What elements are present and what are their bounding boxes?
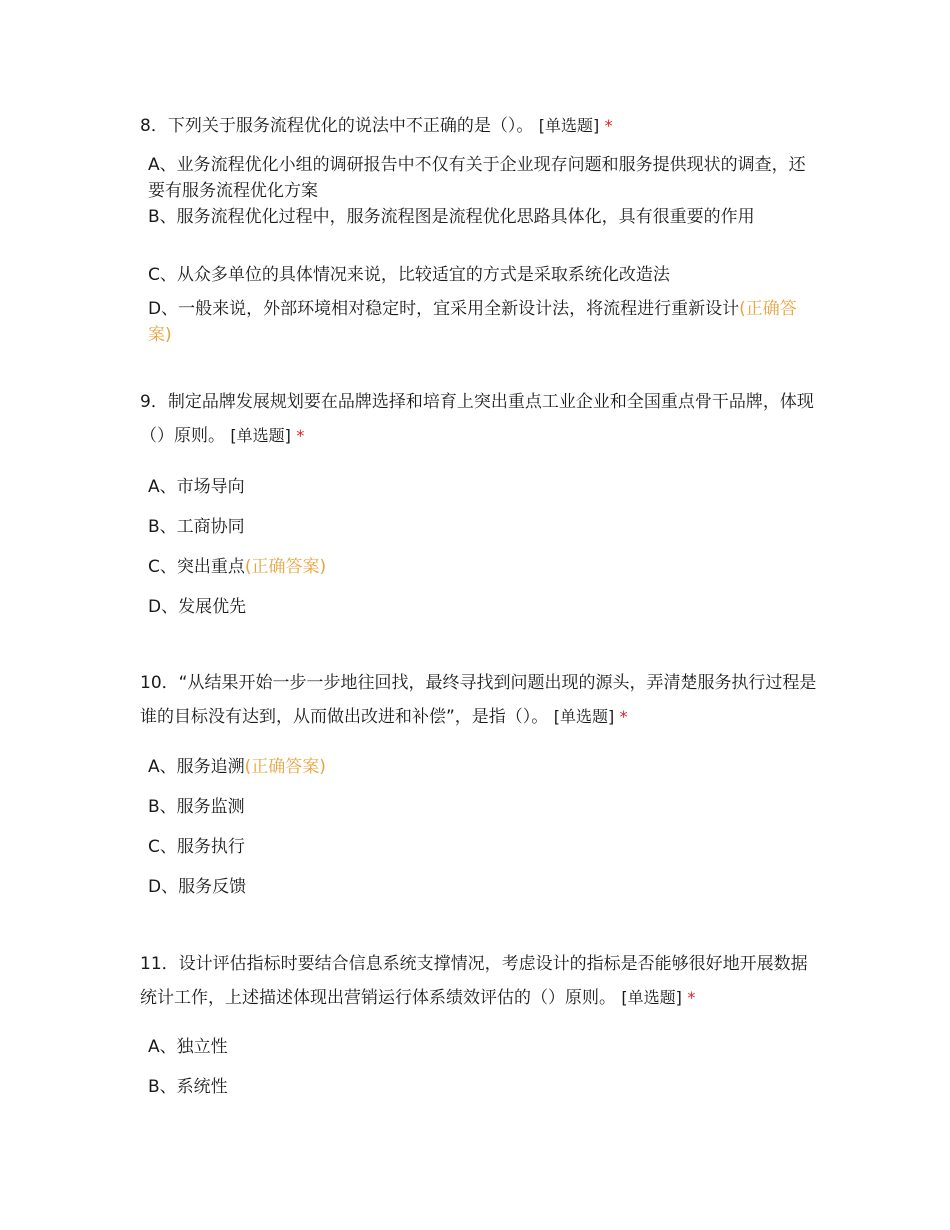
option-text: D、发展优先 [148,597,247,617]
required-mark: * [687,988,696,1007]
question-10 [140,666,820,734]
option-text: A、独立性 [148,1037,228,1057]
question-type: [单选题] [538,116,600,135]
option-text: D、一般来说，外部环境相对稳定时，宜采用全新设计法，将流程进行重新设计 [148,299,740,319]
question-type: [单选题] [553,707,615,726]
option-text: D、服务反馈 [148,877,247,897]
required-mark: * [296,426,305,445]
option-10b[interactable] [148,794,808,820]
option-11a[interactable] [148,1034,808,1060]
option-9a[interactable] [148,474,808,500]
required-mark: * [619,707,628,726]
question-type: [单选题] [230,426,291,445]
option-text: A、业务流程优化小组的调研报告中不仅有关于企业现存问题和服务提供现状的调查，还要有服务流程优化方案 [148,155,806,201]
question-text: 8．下列关于服务流程优化的说法中不正确的是（）。 [140,116,534,136]
option-text: B、服务监测 [148,797,245,817]
question-type: [单选题] [621,988,682,1007]
question-title [140,109,820,143]
option-text: C、服务执行 [148,837,245,857]
option-8d[interactable] [148,296,808,348]
question-text: 9．制定品牌发展规划要在品牌选择和培育上突出重点工业企业和全国重点骨干品牌，体现（）原则。 [140,392,814,446]
correct-answer-tag: (正确答案) [244,757,326,777]
option-9b[interactable] [148,514,808,540]
option-8b[interactable] [148,204,808,230]
option-text: C、从众多单位的具体情况来说，比较适宜的方式是采取系统化改造法 [148,265,670,285]
required-mark: * [604,116,613,135]
option-8a[interactable] [148,152,808,204]
option-10c[interactable] [148,834,808,860]
option-text: C、突出重点 [148,557,245,577]
option-10a[interactable] [148,754,808,780]
option-text: B、系统性 [148,1077,228,1097]
correct-answer-tag: (正确答案) [244,557,327,577]
option-text: B、服务流程优化过程中，服务流程图是流程优化思路具体化，具有很重要的作用 [148,207,755,227]
correct-answer-tag: (正确答案) [148,299,797,345]
question-text: 11．设计评估指标时要结合信息系统支撑情况，考虑设计的指标是否能够很好地开展数据统计工作，上述描述体现出营销运行体系绩效评估的（）原则。 [140,954,808,1008]
option-9c[interactable] [148,554,808,580]
option-text: A、市场导向 [148,477,245,497]
option-text: B、工商协同 [148,517,245,537]
option-text: A、服务追溯 [148,757,245,777]
option-11b[interactable] [148,1074,808,1100]
question-text: 10．“从结果开始一步一步地往回找，最终寻找到问题出现的源头，弄清楚服务执行过程是谁的目标没有达到，从而做出改进和补偿”，是指（）。 [140,673,817,727]
question-title [140,947,820,1015]
question-8 [140,109,820,143]
question-9 [140,385,820,453]
option-10d[interactable] [148,874,808,900]
question-11 [140,947,820,1015]
option-9d[interactable] [148,594,808,620]
question-title [140,666,820,734]
question-title [140,385,820,453]
option-8c[interactable] [148,262,808,288]
